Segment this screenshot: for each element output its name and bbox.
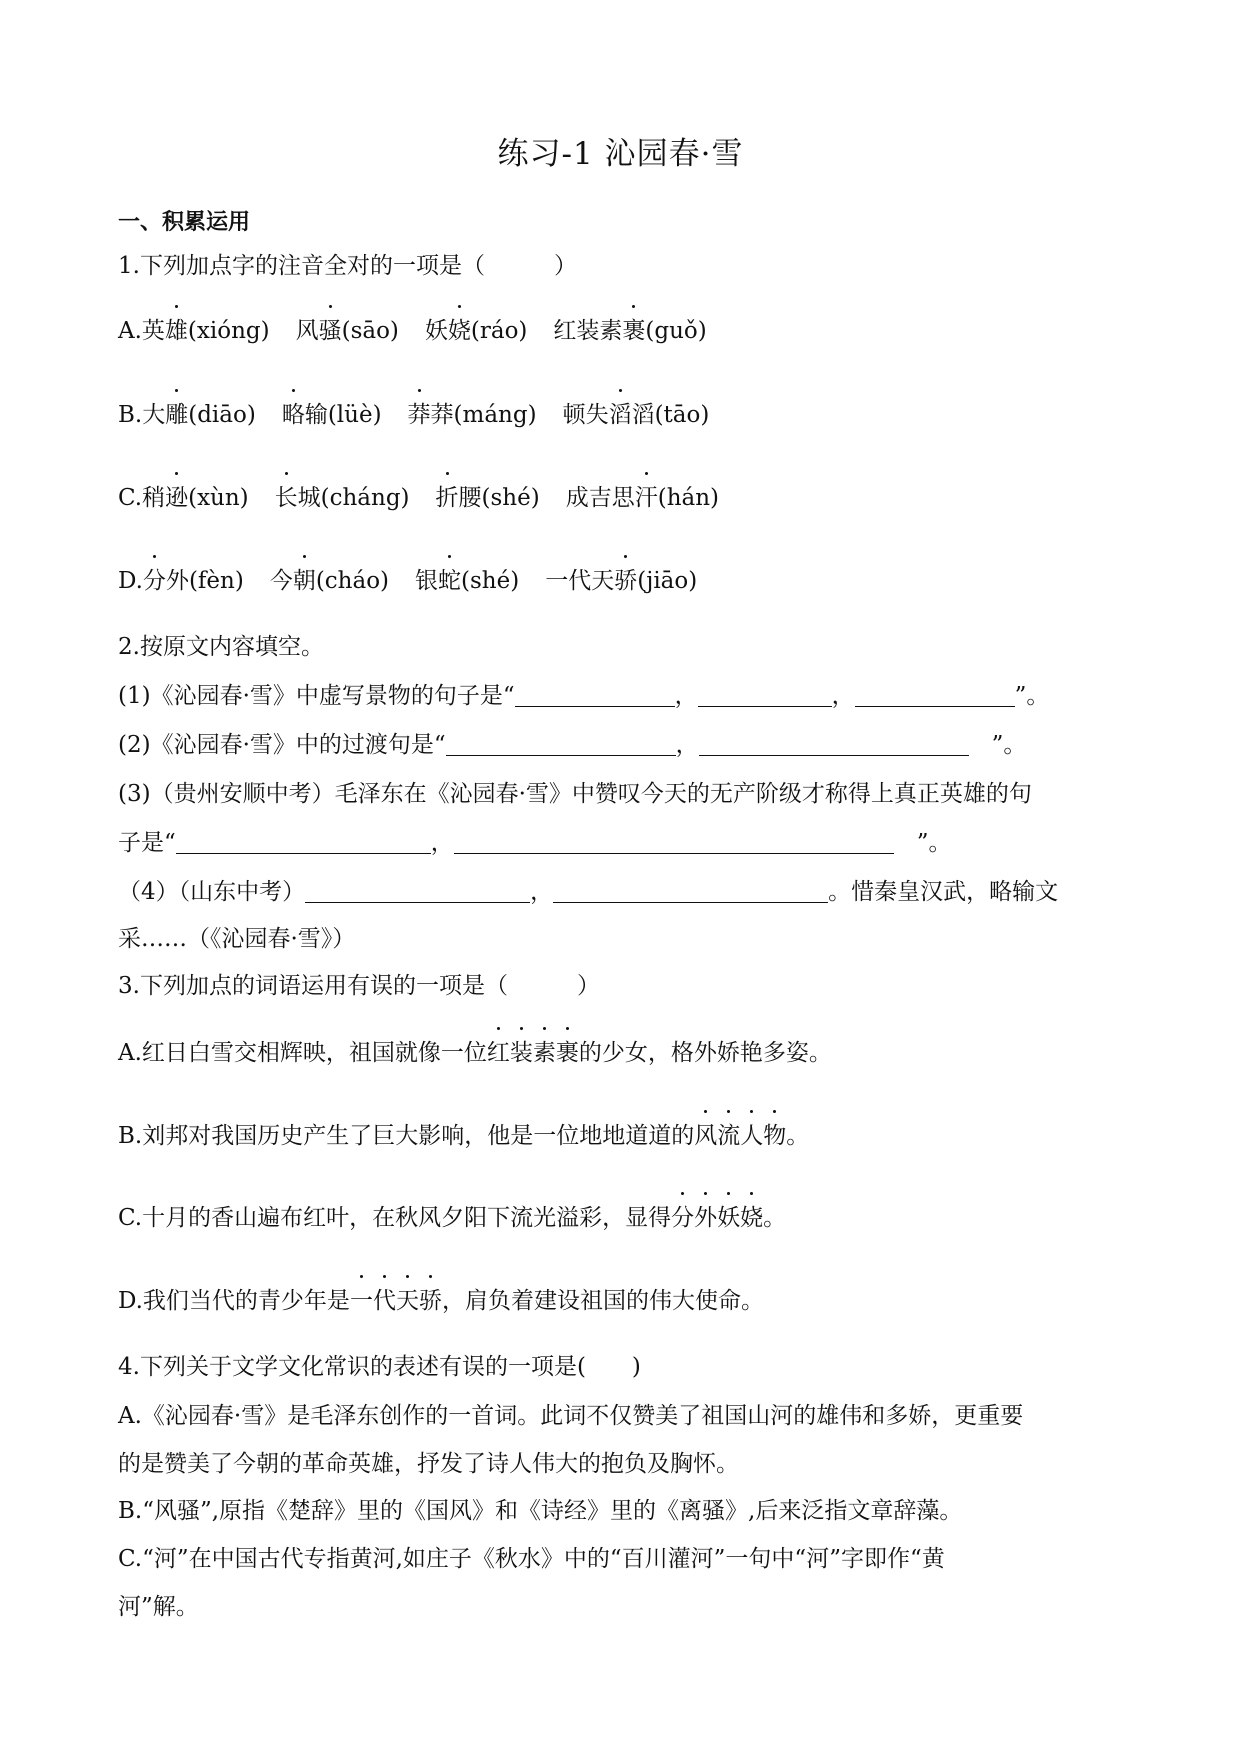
emphasis-dot-char: 天 (396, 1284, 419, 1318)
emphasis-dot-char: 外 (694, 1201, 717, 1235)
emphasis-dot-char: 一 (350, 1284, 373, 1318)
emphasis-dot-char: 汗 (635, 481, 658, 515)
q2-part3-line2: 子是“ ， ”。 (118, 826, 952, 860)
emphasis-dot-char: 裹 (622, 314, 645, 348)
option-label: D. (118, 568, 143, 594)
emphasis-dot-word (487, 1040, 579, 1066)
option-item: 成吉思汗(hán) (566, 481, 719, 515)
emphasis-dot-char: 红 (487, 1036, 510, 1070)
q4-option-c-line2: 河”解。 (118, 1594, 199, 1620)
q4-option-b: B.“风骚”,原指《楚辞》里的《国风》和《诗经》里的《离骚》,后来泛指文章辞藻。 (118, 1498, 963, 1524)
emphasis-dot-char: 朝 (293, 564, 316, 598)
answer-blank[interactable] (454, 827, 894, 854)
option-label: C. (118, 485, 143, 511)
option-item: 银蛇(shé) (415, 564, 519, 598)
option-item: 莽莽(máng) (408, 398, 537, 432)
option-item: 今朝(cháo) (270, 564, 389, 598)
q1-stem: 1.下列加点字的注音全对的一项是（ ） (118, 253, 577, 279)
q1-option-a (118, 314, 733, 348)
emphasis-dot-char: 雄 (165, 314, 188, 348)
q2-part4: （4）（山东中考） ， 。惜秦皇汉武，略输文 (118, 875, 1058, 909)
q4-option-a-line1: A.《沁园春·雪》是毛泽东创作的一首词。此词不仅赞美了祖国山河的雄伟和多娇，更重要 (118, 1403, 1024, 1429)
option-item: 长城(cháng) (275, 481, 410, 515)
q1-option-b (118, 398, 735, 432)
q3-option-c: C.十月的香山遍布红叶，在秋风夕阳下流光溢彩，显得分外妖娆。 (118, 1201, 786, 1235)
emphasis-dot-char: 长 (275, 481, 298, 515)
emphasis-dot-char: 分 (671, 1201, 694, 1235)
emphasis-dot-word (671, 1205, 763, 1231)
emphasis-dot-char: 莽 (408, 398, 431, 432)
answer-blank[interactable] (446, 729, 676, 756)
page-title: 练习-1 沁园春·雪 (497, 136, 744, 172)
option-label: A. (118, 318, 142, 344)
option-item: 大雕(diāo) (142, 398, 256, 432)
emphasis-dot-char: 逊 (165, 481, 188, 515)
q1-option-d (118, 564, 723, 598)
option-item: 折腰(shé) (436, 481, 540, 515)
answer-blank[interactable] (176, 827, 431, 854)
emphasis-dot-char: 折 (436, 481, 459, 515)
q3-option-d: D.我们当代的青少年是一代天骄，肩负着建设祖国的伟大使命。 (118, 1284, 764, 1318)
section-heading: 一、积累运用 (118, 210, 251, 235)
q3-option-a: A.红日白雪交相辉映，祖国就像一位红装素裹的少女，格外娇艳多姿。 (118, 1036, 832, 1070)
emphasis-dot-char: 装 (510, 1036, 533, 1070)
q2-part3-line1: (3)（贵州安顺中考）毛泽东在《沁园春·雪》中赞叹今天的无产阶级才称得上真正英雄的句 (118, 781, 1032, 807)
emphasis-dot-char: 雕 (165, 398, 188, 432)
q2-part4-line2: 采……（《沁园春·雪》） (118, 926, 356, 952)
emphasis-dot-char: 蛇 (438, 564, 461, 598)
emphasis-dot-word (694, 1123, 786, 1149)
option-item: 妖娆(ráo) (425, 314, 528, 348)
emphasis-dot-char: 骚 (319, 314, 342, 348)
q4-option-c-line1: C.“河”在中国古代专指黄河,如庄子《秋水》中的“百川灌河”一句中“河”字即作“黄 (118, 1546, 945, 1572)
emphasis-dot-char: 滔 (609, 398, 632, 432)
emphasis-dot-char: 骄 (614, 564, 637, 598)
q1-option-c (118, 481, 745, 515)
emphasis-dot-char: 妖 (717, 1201, 740, 1235)
answer-blank[interactable] (855, 680, 1015, 707)
option-item: 风骚(sāo) (296, 314, 399, 348)
emphasis-dot-char: 代 (373, 1284, 396, 1318)
emphasis-dot-char: 娆 (740, 1201, 763, 1235)
option-item: 顿失滔滔(tāo) (563, 398, 710, 432)
option-item: 英雄(xióng) (142, 314, 270, 348)
option-item: 一代天骄(jiāo) (545, 564, 697, 598)
answer-blank[interactable] (698, 680, 832, 707)
emphasis-dot-char: 物 (763, 1119, 786, 1153)
emphasis-dot-char: 裹 (556, 1036, 579, 1070)
emphasis-dot-char: 略 (282, 398, 305, 432)
option-item: 稍逊(xùn) (142, 481, 249, 515)
q2-stem: 2.按原文内容填空。 (118, 634, 324, 660)
q4-stem: 4.下列关于文学文化常识的表述有误的一项是( ) (118, 1354, 641, 1380)
emphasis-dot-char: 骄 (419, 1284, 442, 1318)
emphasis-dot-char: 人 (740, 1119, 763, 1153)
q2-part2: (2)《沁园春·雪》中的过渡句是“ ， ”。 (118, 728, 1026, 762)
q3-option-b: B.刘邦对我国历史产生了巨大影响，他是一位地地道道的风流人物。 (118, 1119, 809, 1153)
emphasis-dot-char: 流 (717, 1119, 740, 1153)
emphasis-dot-char: 分 (143, 564, 166, 598)
answer-blank[interactable] (305, 876, 530, 903)
option-label: B. (118, 402, 143, 428)
answer-blank[interactable] (553, 876, 828, 903)
option-item: 略输(lüè) (282, 398, 382, 432)
answer-blank[interactable] (515, 680, 675, 707)
emphasis-dot-char: 娆 (448, 314, 471, 348)
q4-option-a-line2: 的是赞美了今朝的革命英雄，抒发了诗人伟大的抱负及胸怀。 (118, 1451, 739, 1477)
option-item: 红装素裹(guǒ) (553, 314, 706, 348)
emphasis-dot-char: 风 (694, 1119, 717, 1153)
option-item: 分外(fèn) (143, 564, 244, 598)
answer-blank[interactable] (699, 729, 969, 756)
emphasis-dot-char: 素 (533, 1036, 556, 1070)
q2-part1: (1)《沁园春·雪》中虚写景物的句子是“ ， ， ”。 (118, 679, 1049, 713)
emphasis-dot-word (350, 1288, 442, 1314)
q3-stem: 3.下列加点的词语运用有误的一项是（ ） (118, 973, 600, 999)
